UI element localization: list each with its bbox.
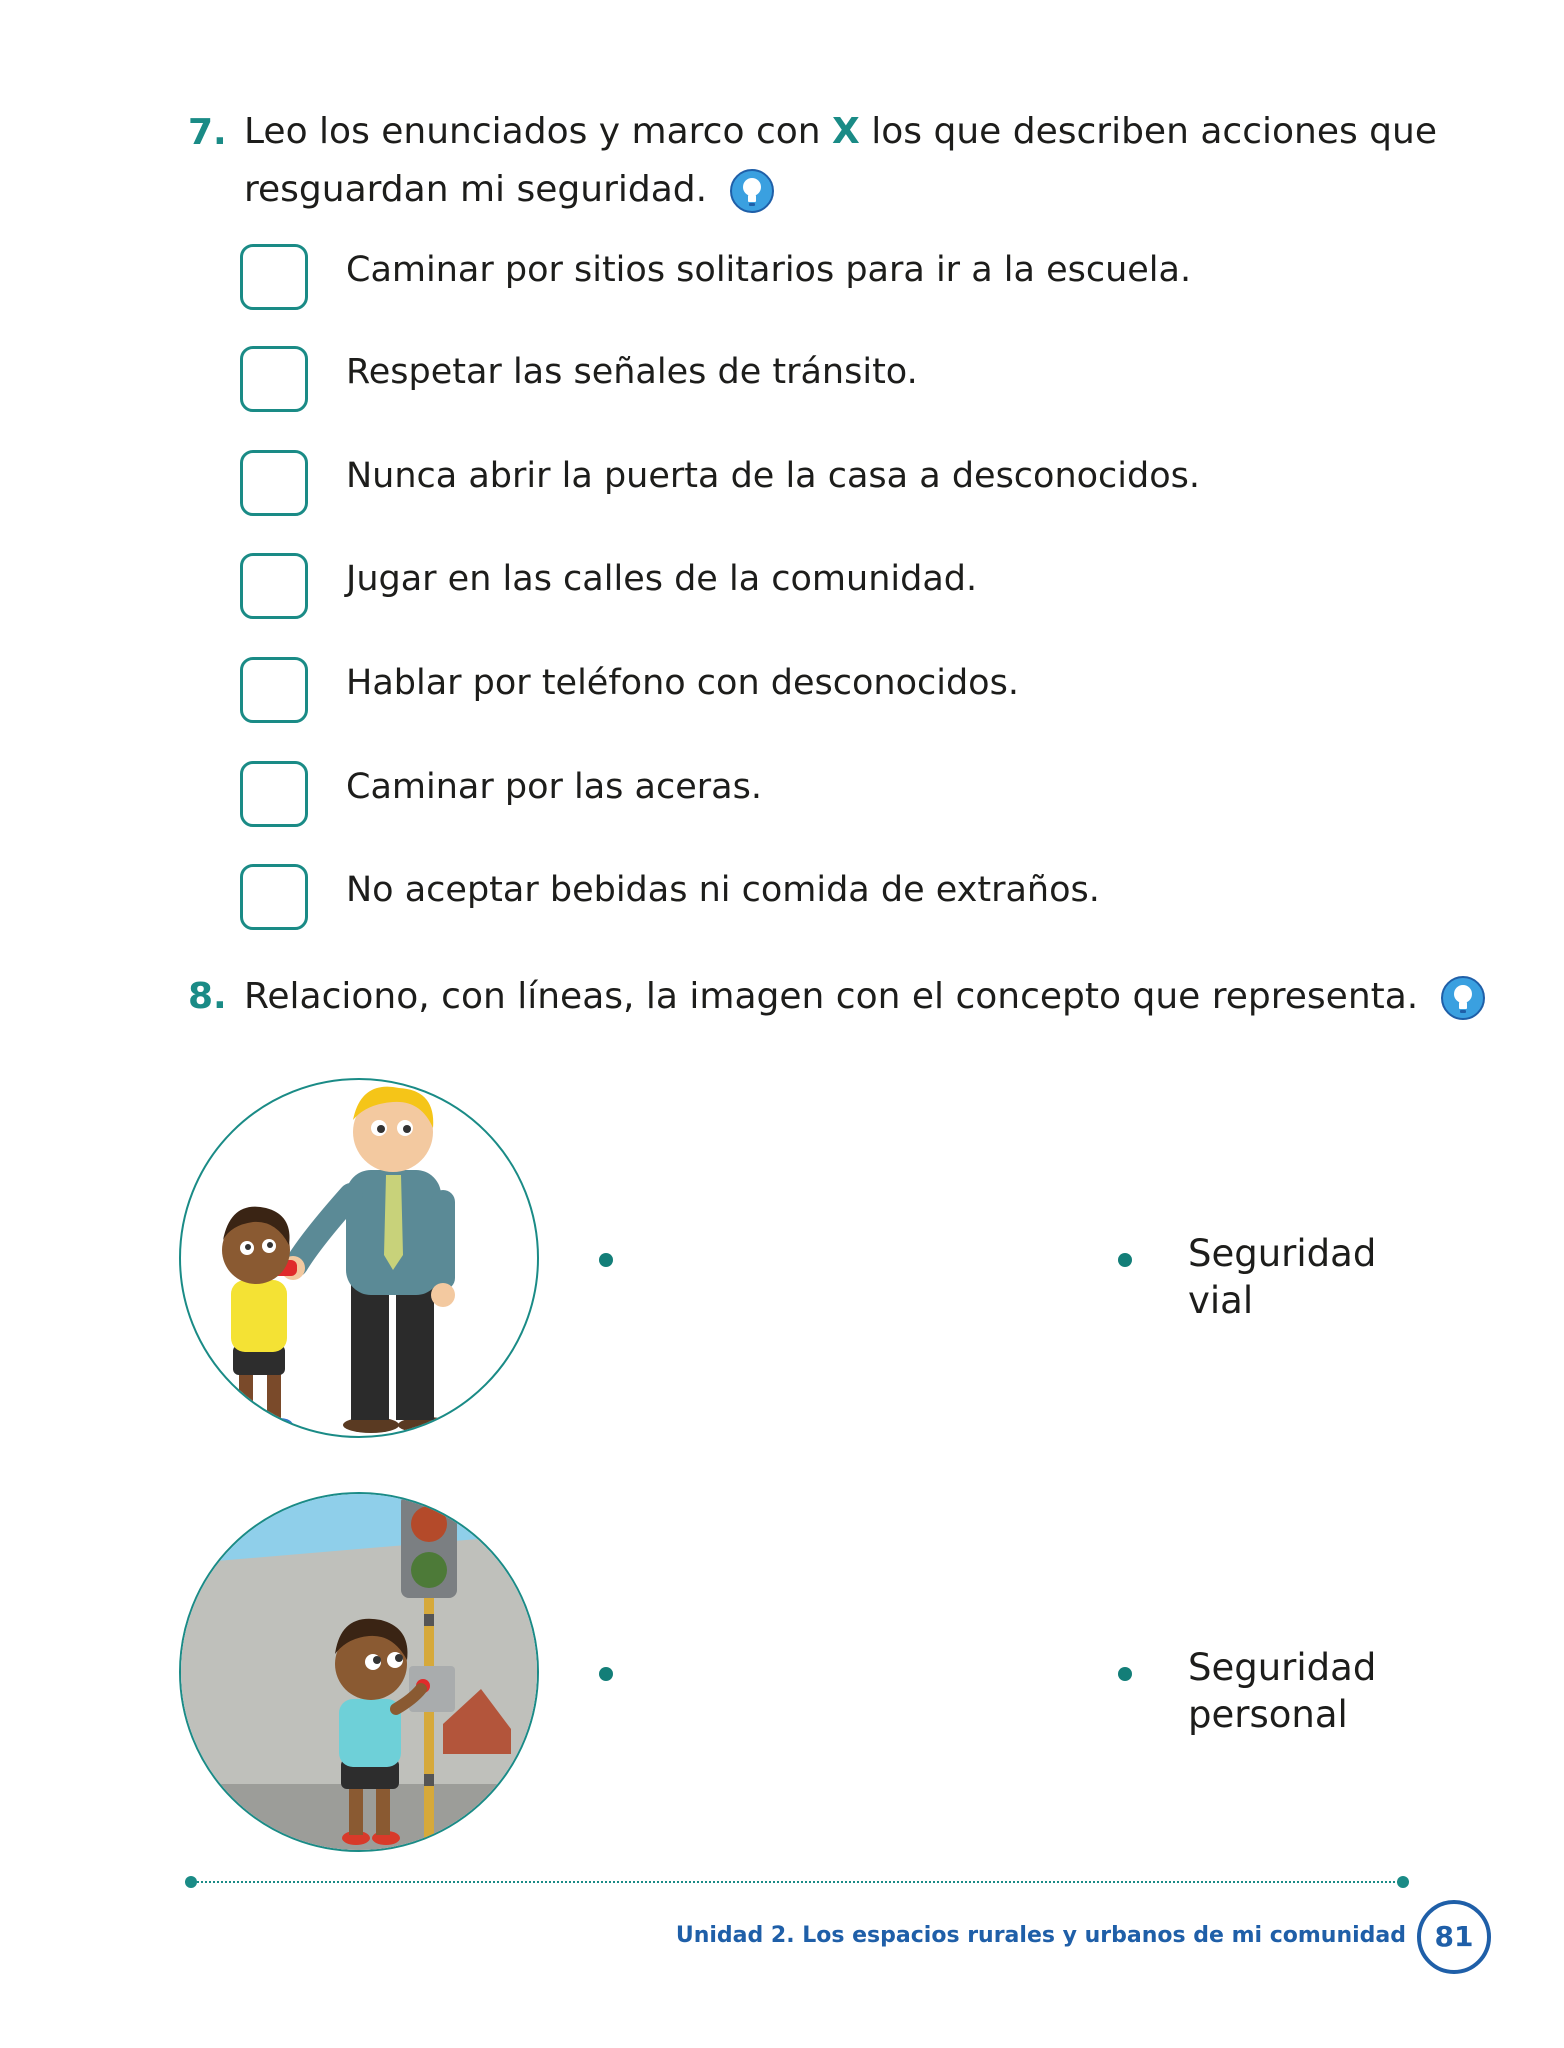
match-dot-concept-2[interactable] bbox=[1118, 1667, 1132, 1681]
checkbox-2[interactable] bbox=[240, 346, 308, 412]
page-number: 81 bbox=[1417, 1900, 1491, 1974]
question-7-line1-before: Leo los enunciados y marco con bbox=[244, 111, 833, 152]
footer-divider-dot-right bbox=[1397, 1876, 1409, 1888]
question-7-text bbox=[244, 103, 1444, 219]
footer-unit-title: Unidad 2. Los espacios rurales y urbanos de mi comunidad bbox=[675, 1923, 1406, 1948]
checkbox-3[interactable] bbox=[240, 450, 308, 516]
checkbox-6[interactable] bbox=[240, 761, 308, 827]
footer-divider-dot-left bbox=[185, 1876, 197, 1888]
concept-line1: Seguridad bbox=[1188, 1646, 1377, 1689]
option-label: Nunca abrir la puerta de la casa a desconocidos. bbox=[346, 456, 1201, 496]
question-7-line2: resguardan mi seguridad. bbox=[244, 169, 708, 210]
concept-line2: personal bbox=[1188, 1693, 1348, 1736]
option-label: Hablar por teléfono con desconocidos. bbox=[346, 663, 1019, 703]
mark-x: X bbox=[832, 111, 860, 152]
option-label: Caminar por sitios solitarios para ir a la escuela. bbox=[346, 250, 1192, 290]
option-label: Jugar en las calles de la comunidad. bbox=[346, 559, 978, 599]
checkbox-1[interactable] bbox=[240, 244, 308, 310]
question-7-line1-after: los que describen acciones que bbox=[859, 111, 1437, 152]
checkbox-4[interactable] bbox=[240, 553, 308, 619]
question-8-text bbox=[244, 968, 1494, 1026]
option-label: No aceptar bebidas ni comida de extraños. bbox=[346, 870, 1100, 910]
concept-line1: Seguridad bbox=[1188, 1232, 1377, 1275]
boy-at-traffic-light-image bbox=[179, 1492, 539, 1852]
option-label: Respetar las señales de tránsito. bbox=[346, 352, 918, 392]
option-label: Caminar por las aceras. bbox=[346, 767, 762, 807]
concept-line2: vial bbox=[1188, 1279, 1254, 1322]
lightbulb-icon bbox=[729, 168, 775, 214]
stranger-offering-toy-image bbox=[179, 1078, 539, 1438]
match-dot-concept-1[interactable] bbox=[1118, 1253, 1132, 1267]
lightbulb-icon bbox=[1440, 975, 1486, 1021]
question-8-number: 8. bbox=[188, 976, 227, 1017]
question-7-number: 7. bbox=[188, 112, 227, 153]
footer-divider bbox=[190, 1881, 1402, 1883]
checkbox-5[interactable] bbox=[240, 657, 308, 723]
question-8-label: Relaciono, con líneas, la imagen con el concepto que representa. bbox=[244, 976, 1419, 1017]
checkbox-7[interactable] bbox=[240, 864, 308, 930]
concept-seguridad-personal bbox=[1188, 1644, 1376, 1738]
match-dot-image-1[interactable] bbox=[599, 1253, 613, 1267]
concept-seguridad-vial bbox=[1188, 1230, 1376, 1324]
match-dot-image-2[interactable] bbox=[599, 1667, 613, 1681]
